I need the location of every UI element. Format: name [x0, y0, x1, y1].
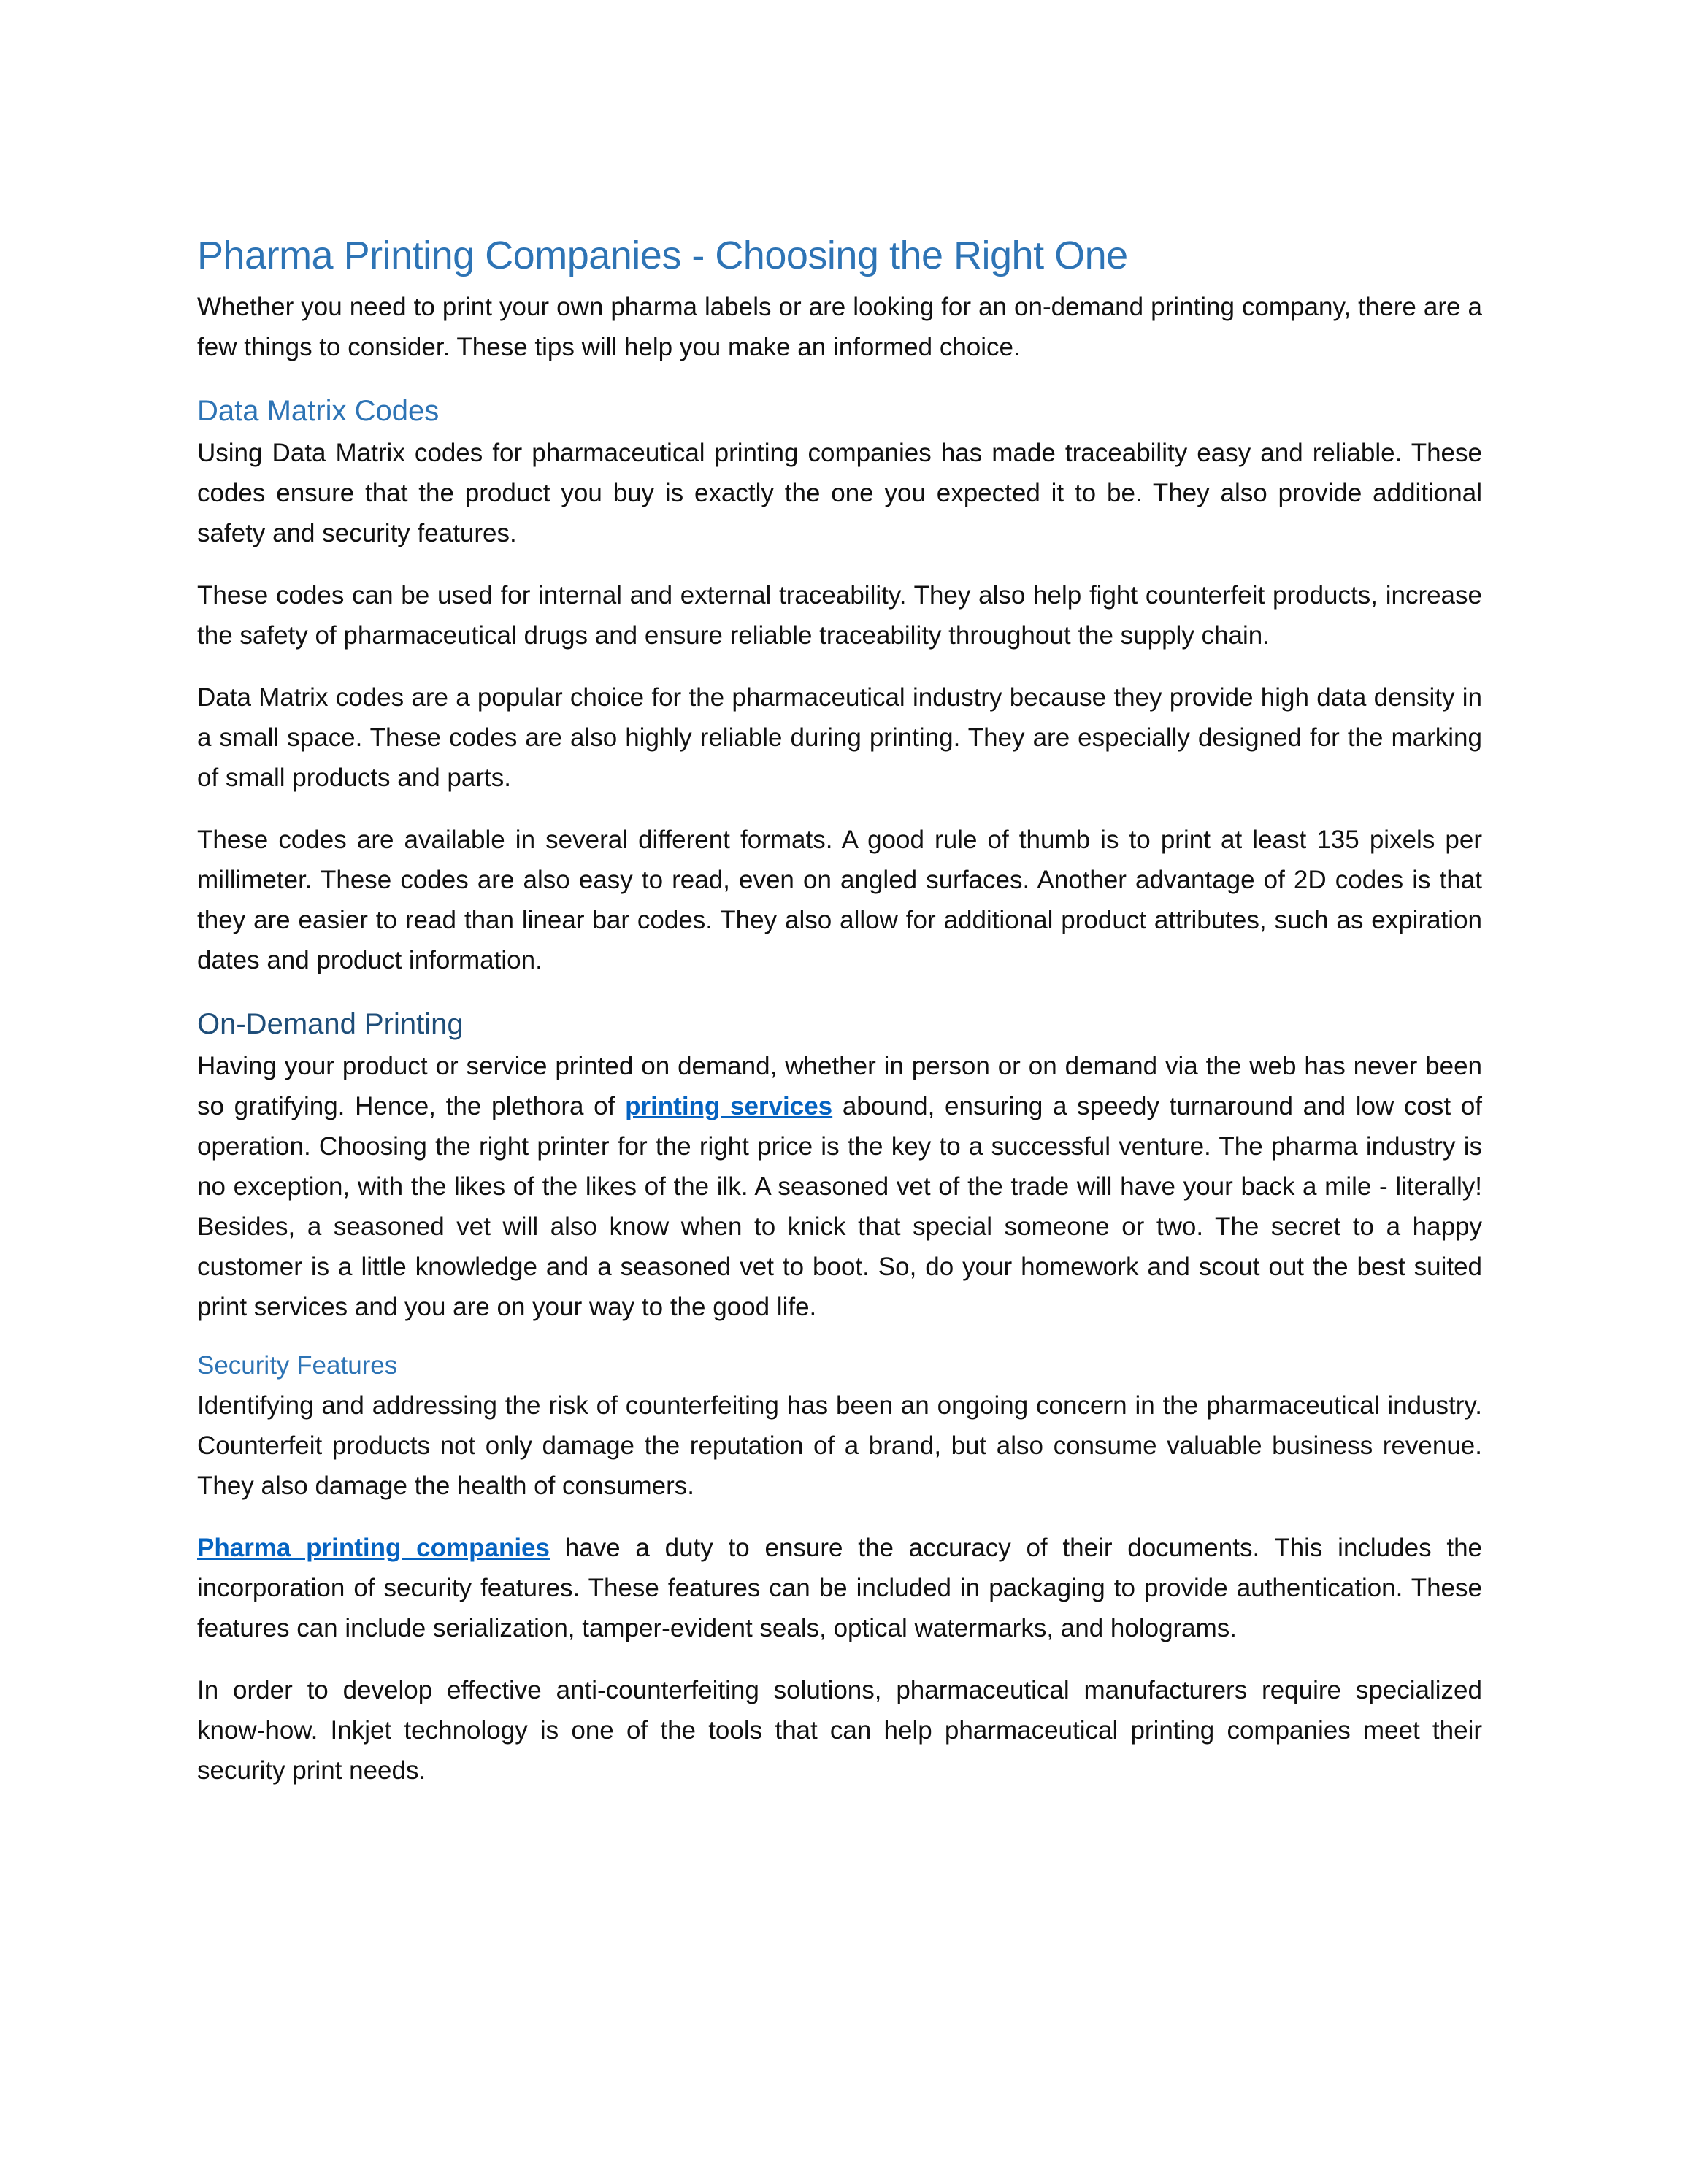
- paragraph: Identifying and addressing the risk of counterfeiting has been an ongoing concern in the pharmaceutical industry. Counterfeit products not only damage the reputation of a brand, but also consume valuable business revenue. They also damage the health of consumers.: [197, 1391, 1482, 1500]
- section-heading-security: Security Features: [197, 1350, 398, 1380]
- document-title: Pharma Printing Companies - Choosing the Right One: [197, 234, 1128, 277]
- text-run: have a duty to ensure the accuracy of their documents. This includes the incorporation of security features. These features can be included in packaging to provide authentication. These features can include serialization, tamper-evident seals, optical watermarks, and holograms.: [197, 1533, 1482, 1642]
- text-run: Having your product or service printed on demand, whether in person or on demand via the web has never been so gratifying. Hence, the plethora of: [197, 1051, 1482, 1120]
- printing-services-link[interactable]: printing services: [625, 1091, 833, 1120]
- text-run: abound, ensuring a speedy turnaround and low cost of operation. Choosing the right printer for the right price is the key to a successful venture. The pharma industry is no exception, with the likes of the likes of the ilk. A seasoned vet of the trade will have your back a mile - literally! Besides, a seasoned vet will also know when to knick that special someone or two. The secret to a happy customer is a little knowledge and a seasoned vet to boot. So, do your homework and scout out the best suited print services and you are on your way to the good life.: [197, 1091, 1483, 1321]
- intro-paragraph: Whether you need to print your own pharma labels or are looking for an on-demand printing company, there are a few things to consider. These tips will help you make an informed choice.: [197, 292, 1482, 361]
- paragraph: These codes are available in several different formats. A good rule of thumb is to print at least 135 pixels per millimeter. These codes are also easy to read, even on angled surfaces. Another advantage of 2D codes is that they are easier to read than linear bar codes. They also allow for additional product attributes, such as expiration dates and product information.: [197, 825, 1482, 974]
- paragraph: These codes can be used for internal and external traceability. They also help fight counterfeit products, increase the safety of pharmaceutical drugs and ensure reliable traceability throughout the supply chain.: [197, 580, 1482, 650]
- pharma-printing-companies-link[interactable]: Pharma printing companies: [197, 1533, 550, 1562]
- paragraph: [197, 1528, 1482, 1648]
- paragraph: In order to develop effective anti-counterfeiting solutions, pharmaceutical manufacturers require specialized know-how. Inkjet technology is one of the tools that can help pharmaceutical printing companies meet their security print needs.: [197, 1675, 1482, 1785]
- paragraph: Using Data Matrix codes for pharmaceutical printing companies has made traceability easy and reliable. These codes ensure that the product you buy is exactly the one you expected it to be. They also provide additional safety and security features.: [197, 438, 1482, 547]
- paragraph: [197, 1046, 1482, 1327]
- paragraph: Data Matrix codes are a popular choice for the pharmaceutical industry because they provide high data density in a small space. These codes are also highly reliable during printing. They are especially designed for the marking of small products and parts.: [197, 682, 1482, 792]
- section-heading-on-demand: On-Demand Printing: [197, 1007, 464, 1040]
- document-page: [197, 232, 1482, 1791]
- section-heading-data-matrix: Data Matrix Codes: [197, 394, 440, 427]
